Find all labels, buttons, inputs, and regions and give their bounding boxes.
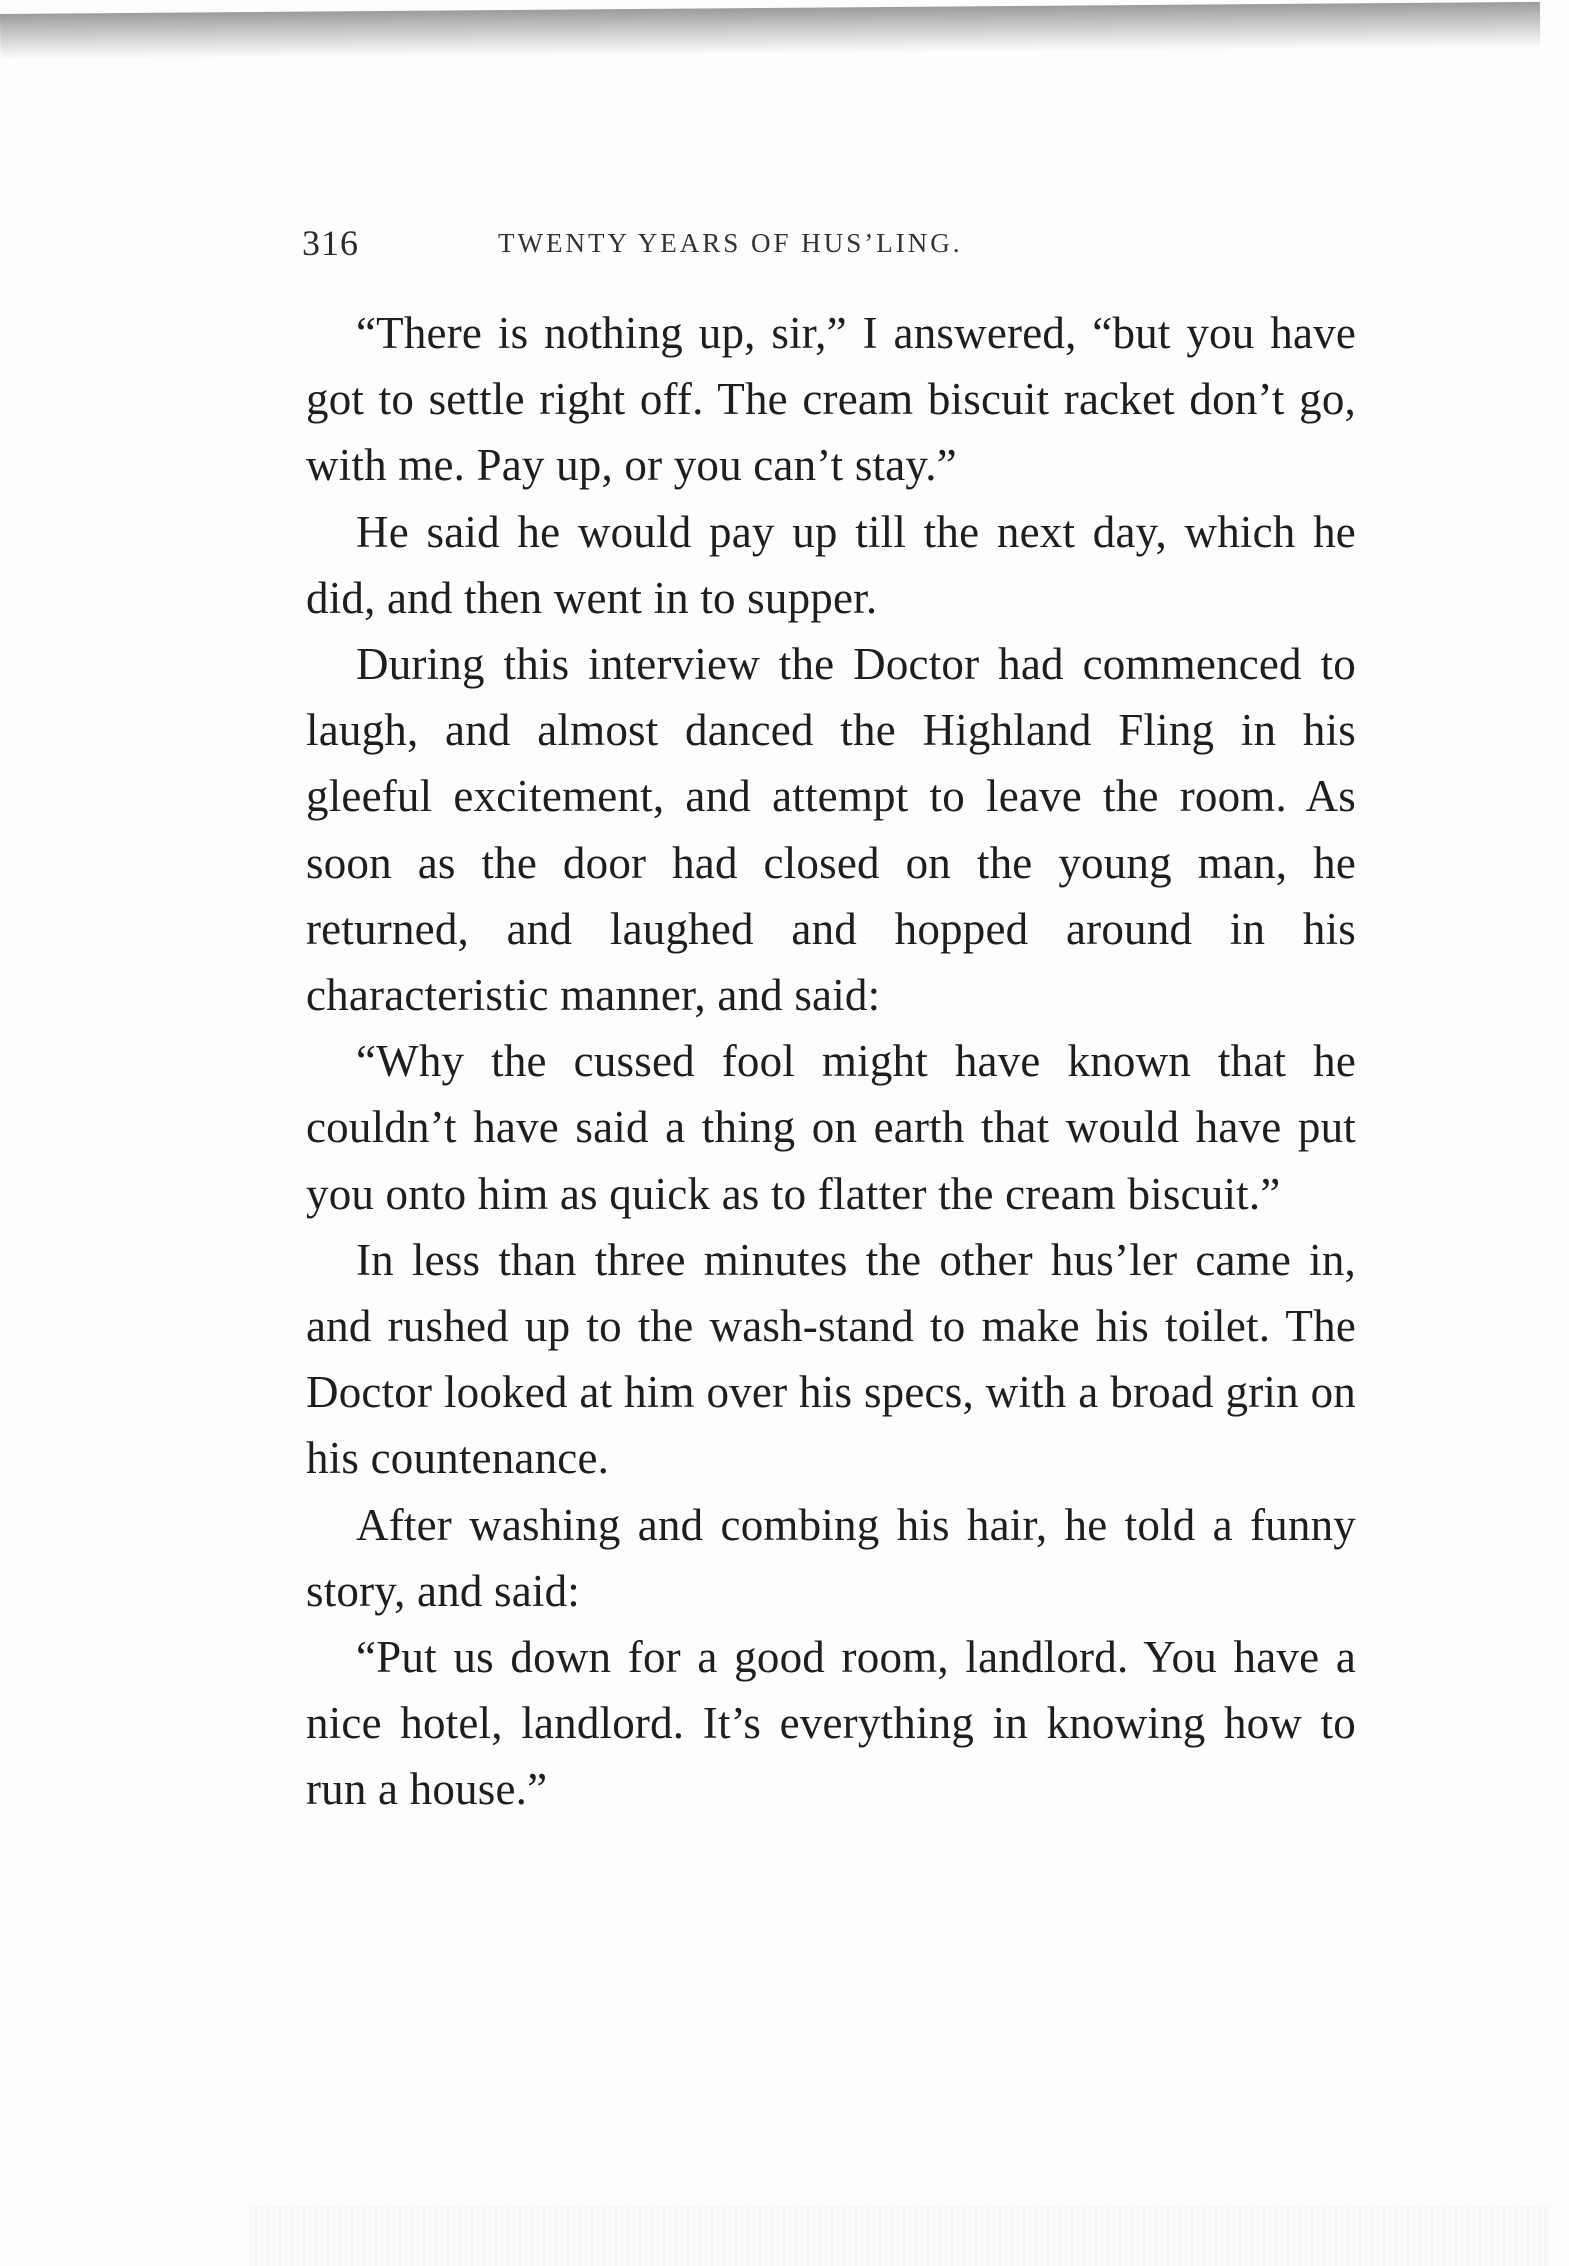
paragraph: “Put us down for a good room, landlord. You have a nice hotel, landlord. It’s everything in knowing how to run a house.” [306,1632,1356,1815]
paragraph: “There is nothing up, sir,” I answered, “but you have got to settle right off. The cream biscuit racket don’t go, with me. Pay up, or you can’t stay.” [306,308,1356,491]
paragraph: During this interview the Doctor had commenced to laugh, and almost danced the Highland Fling in his gleeful excitement, and attempt to leave the room. As soon as the door had closed on the young man, he returned, and laughed and hopped around in his characteristic manner, and said: [306,639,1356,1021]
body-text [306,300,1356,1823]
page-number: 316 [302,223,359,263]
scan-bottom-noise [250,2206,1550,2266]
running-head: TWENTY YEARS OF HUS’LING. [498,228,963,258]
page-header [302,222,1302,282]
paragraph: “Why the cussed fool might have known that he couldn’t have said a thing on earth that would have put you onto him as quick as to flatter the cream biscuit.” [306,1036,1356,1219]
scan-top-edge [0,2,1540,60]
paragraph: In less than three minutes the other hus’ler came in, and rushed up to the wash-stand to make his toilet. The Doctor looked at him over his specs, with a broad grin on his countenance. [306,1234,1356,1484]
paragraph: He said he would pay up till the next day, which he did, and then went in to supper. [306,506,1356,623]
paragraph: After washing and combing his hair, he told a funny story, and said: [306,1499,1356,1616]
